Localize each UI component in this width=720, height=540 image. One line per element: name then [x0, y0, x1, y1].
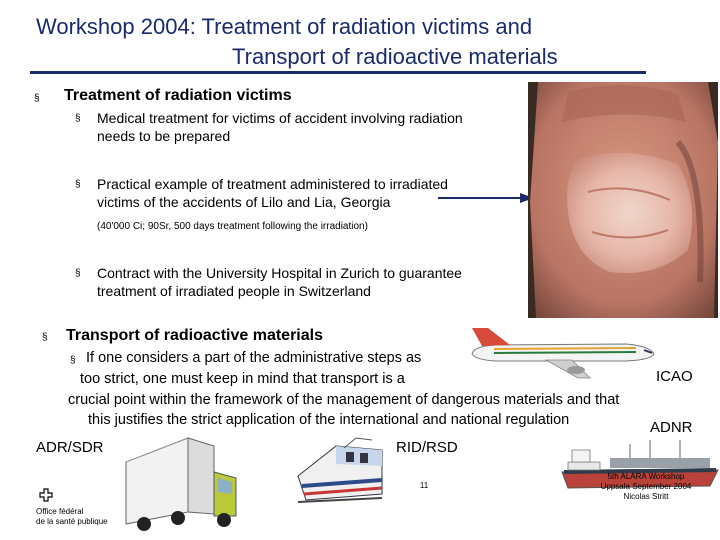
- federal-cross-logo: [36, 488, 56, 502]
- bullet-square: §: [34, 93, 40, 104]
- sub-bullet: §: [75, 179, 81, 190]
- item-practical-example-line2: victims of the accidents of Lilo and Lia, Georgia: [97, 194, 391, 210]
- section-heading-treatment: Treatment of radiation victims: [64, 87, 292, 104]
- section-heading-transport: Transport of radioactive materials: [66, 327, 323, 344]
- footer-right: [586, 472, 706, 502]
- truck-icon: [122, 432, 240, 534]
- item-medical-treatment: [97, 109, 463, 145]
- transport-line-4: this justifies the strict application of the international and national regulation: [88, 412, 570, 428]
- sub-bullet: §: [75, 268, 81, 279]
- footer-logo-line1: Office fédéral: [36, 507, 84, 516]
- item-medical-treatment-line2: needs to be prepared: [97, 128, 231, 144]
- item-practical-example-line1: Practical example of treatment administered to irradiated: [97, 176, 448, 192]
- item-medical-treatment-line1: Medical treatment for victims of accident involving radiation: [97, 110, 463, 126]
- item-contract-zurich-line1: Contract with the University Hospital in Zurich to guarantee: [97, 265, 462, 281]
- label-rid-rsd: RID/RSD: [396, 439, 458, 456]
- treatment-note: (40'000 Ci; 90Sr, 500 days treatment following the irradiation): [97, 221, 368, 232]
- airplane-icon: [466, 326, 658, 380]
- footer-logo-line2: de la santé publique: [36, 517, 108, 526]
- transport-line-3: crucial point within the framework of the management of dangerous materials and that: [68, 392, 620, 408]
- title-underline: [30, 71, 646, 74]
- burn-wound-photo: [528, 82, 718, 318]
- sub-bullet: §: [75, 113, 81, 124]
- pointer-arrow: [436, 190, 536, 206]
- slide-title-line2: Transport of radioactive materials: [232, 44, 558, 69]
- footer-right-line2: Uppsala September 2004: [600, 482, 692, 491]
- item-practical-example: [97, 175, 448, 211]
- transport-line-2: too strict, one must keep in mind that transport is a: [80, 371, 405, 387]
- train-icon: [296, 436, 384, 508]
- footer-logo-text: [36, 507, 108, 527]
- label-adr-sdr: ADR/SDR: [36, 439, 104, 456]
- item-contract-zurich-line2: treatment of irradiated people in Switzerland: [97, 283, 371, 299]
- transport-line-1: If one considers a part of the administrative steps as: [86, 350, 422, 366]
- footer-right-line3: Nicolas Stritt: [623, 492, 669, 501]
- slide-title-line1: Workshop 2004: Treatment of radiation victims and: [36, 14, 533, 39]
- label-icao: ICAO: [656, 368, 693, 385]
- bullet-square: §: [42, 332, 48, 343]
- label-adnr: ADNR: [650, 419, 693, 436]
- footer-right-line1: 5th ALARA Workshop: [607, 472, 685, 481]
- page-number: 11: [419, 481, 429, 490]
- item-contract-zurich: [97, 264, 462, 300]
- sub-bullet: §: [70, 355, 76, 366]
